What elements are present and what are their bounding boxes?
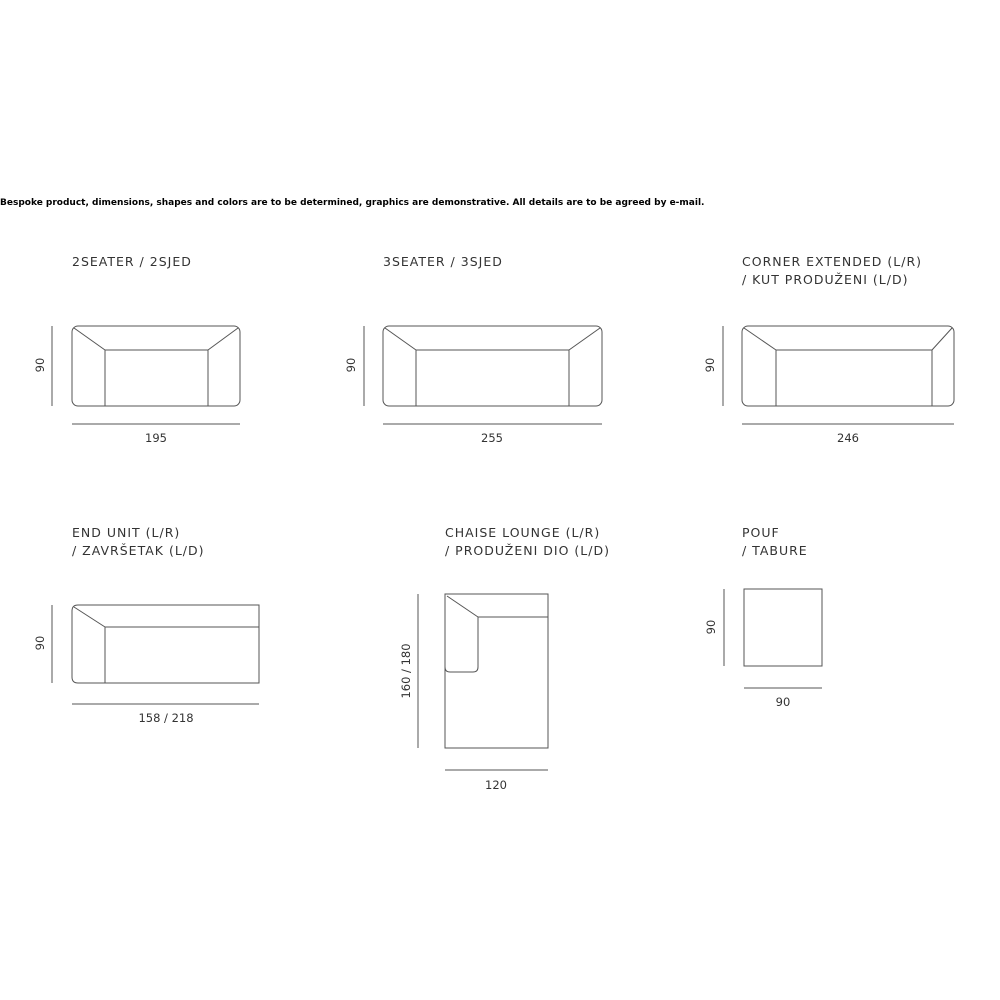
width-label-corner-extended: 246	[837, 431, 859, 445]
outline	[744, 589, 822, 666]
arm-line	[744, 328, 776, 350]
width-label-end-unit: 158 / 218	[138, 711, 194, 725]
seat	[776, 350, 932, 406]
sofa-corner-extended-drawing	[723, 326, 954, 424]
seat	[105, 350, 208, 406]
title-line: CHAISE LOUNGE (L/R)	[445, 525, 601, 540]
sofa-2seater-drawing	[52, 326, 240, 424]
arm-line	[385, 328, 416, 350]
arm-line	[445, 617, 478, 672]
depth-label-3seater: 90	[344, 357, 358, 373]
width-label-2seater: 195	[145, 431, 167, 445]
arm-diagonal-line	[447, 596, 478, 617]
arm-line	[208, 328, 238, 350]
width-label-3seater: 255	[481, 431, 503, 445]
title-line: / PRODUŽENI DIO (L/D)	[445, 543, 610, 558]
disclaimer-note: Bespoke product, dimensions, shapes and colors are to be determined, graphics are demonstrative. All details are to be agreed by e-mail.	[0, 198, 705, 208]
arm-line	[74, 607, 105, 627]
title-line: / TABURE	[742, 543, 808, 558]
depth-label-chaise-lounge: 160 / 180	[399, 643, 413, 699]
title-line: POUF	[742, 525, 780, 540]
title-line: 3SEATER / 3SJED	[383, 254, 503, 269]
pouf-drawing	[724, 589, 822, 688]
outline	[72, 326, 240, 406]
title-line: / KUT PRODUŽENI (L/D)	[742, 272, 909, 287]
sofa-end-unit-drawing	[52, 605, 259, 704]
title-line: CORNER EXTENDED (L/R)	[742, 254, 923, 269]
depth-label-end-unit: 90	[33, 635, 47, 651]
width-label-chaise-lounge: 120	[485, 778, 507, 792]
depth-label-pouf: 90	[704, 619, 718, 635]
outline	[742, 326, 954, 406]
width-label-pouf: 90	[775, 695, 791, 709]
depth-label-corner-extended: 90	[703, 357, 717, 373]
arm-line	[569, 328, 600, 350]
title-line: 2SEATER / 2SJED	[72, 254, 192, 269]
arm-line	[74, 328, 105, 350]
sofa-3seater-drawing	[364, 326, 602, 424]
outline	[72, 605, 259, 683]
seat	[416, 350, 569, 406]
arm-line	[932, 328, 952, 350]
depth-label-2seater: 90	[33, 357, 47, 373]
title-line: END UNIT (L/R)	[72, 525, 181, 540]
sofa-chaise-lounge-drawing	[418, 594, 548, 770]
title-line: / ZAVRŠETAK (L/D)	[72, 543, 205, 558]
